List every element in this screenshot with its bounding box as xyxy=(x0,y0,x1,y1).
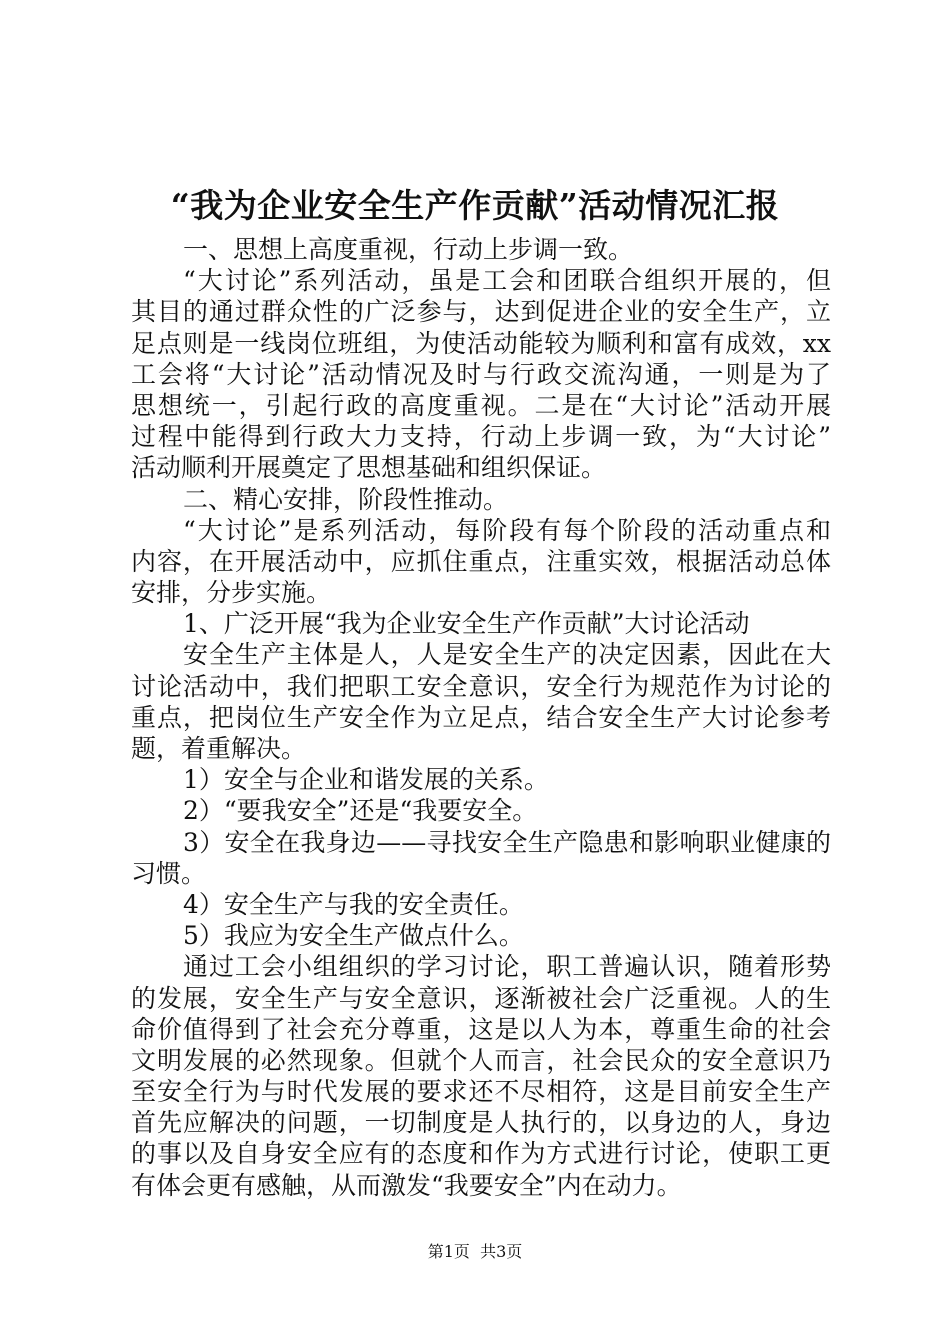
paragraph-line: 其目的通过群众性的广泛参与，达到促进企业的安全生产，立 xyxy=(131,297,831,327)
paragraph-line: 4）安全生产与我的安全责任。 xyxy=(183,889,524,919)
paragraph-line: “大讨论”是系列活动，每阶段有每个阶段的活动重点和 xyxy=(183,515,831,545)
paragraph-line: 文明发展的必然现象。但就个人而言，社会民众的安全意识乃 xyxy=(131,1045,831,1075)
paragraph-line: 安全生产主体是人，人是安全生产的决定因素，因此在大 xyxy=(183,640,831,670)
document-title: “我为企业安全生产作贡献”活动情况汇报 xyxy=(170,186,780,225)
paragraph-line: 1、广泛开展“我为企业安全生产作贡献”大讨论活动 xyxy=(183,609,750,639)
paragraph-line: 内容，在开展活动中，应抓住重点，注重实效，根据活动总体 xyxy=(131,546,831,576)
paragraph-line: 至安全行为与时代发展的要求还不尽相符，这是目前安全生产 xyxy=(131,1077,831,1107)
paragraph-line: 命价值得到了社会充分尊重，这是以人为本，尊重生命的社会 xyxy=(131,1014,831,1044)
paragraph-line: 二、精心安排，阶段性推动。 xyxy=(183,484,509,514)
paragraph-line: 活动顺利开展奠定了思想基础和组织保证。 xyxy=(131,453,607,483)
paragraph-line: “大讨论”系列活动，虽是工会和团联合组织开展的，但 xyxy=(183,266,831,296)
paragraph-line: 重点，把岗位生产安全作为立足点，结合安全生产大讨论参考 xyxy=(131,702,831,732)
page-footer: 第1页 共3页 xyxy=(427,1242,523,1261)
paragraph-line: 讨论活动中，我们把职工安全意识，安全行为规范作为讨论的 xyxy=(131,671,831,701)
paragraph-line: 习惯。 xyxy=(131,858,207,888)
paragraph-line: 3）安全在我身边——寻找安全生产隐患和影响职业健康的 xyxy=(183,827,831,857)
paragraph-line: 工会将“大讨论”活动情况及时与行政交流沟通，一则是为了 xyxy=(131,359,831,389)
paragraph-line: 题，着重解决。 xyxy=(131,734,307,763)
paragraph-line: 2）“要我安全”还是“我要安全。 xyxy=(183,796,538,826)
paragraph-line: 5）我应为安全生产做点什么。 xyxy=(183,921,524,951)
paragraph-line: 安排，分步实施。 xyxy=(131,578,332,608)
paragraph-line: 思想统一，引起行政的高度重视。二是在“大讨论”活动开展 xyxy=(131,390,831,420)
paragraph-line: 有体会更有感触，从而激发“我要安全”内在动力。 xyxy=(131,1170,682,1200)
paragraph-line: 过程中能得到行政大力支持，行动上步调一致，为“大讨论” xyxy=(131,422,831,452)
paragraph-line: 1）安全与企业和谐发展的关系。 xyxy=(183,765,549,795)
paragraph-line: 的事以及自身安全应有的态度和作为方式进行讨论，使职工更 xyxy=(131,1139,831,1169)
document-body xyxy=(131,234,831,1201)
paragraph-line: 首先应解决的问题，一切制度是人执行的，以身边的人，身边 xyxy=(131,1108,831,1138)
paragraph-line: 通过工会小组组织的学习讨论，职工普遍认识，随着形势 xyxy=(183,952,831,982)
paragraph-line: 的发展，安全生产与安全意识，逐渐被社会广泛重视。人的生 xyxy=(131,983,831,1013)
paragraph-line: 一、思想上高度重视，行动上步调一致。 xyxy=(183,235,634,264)
paragraph-line: 足点则是一线岗位班组，为使活动能较为顺利和富有成效，xx xyxy=(131,328,831,358)
